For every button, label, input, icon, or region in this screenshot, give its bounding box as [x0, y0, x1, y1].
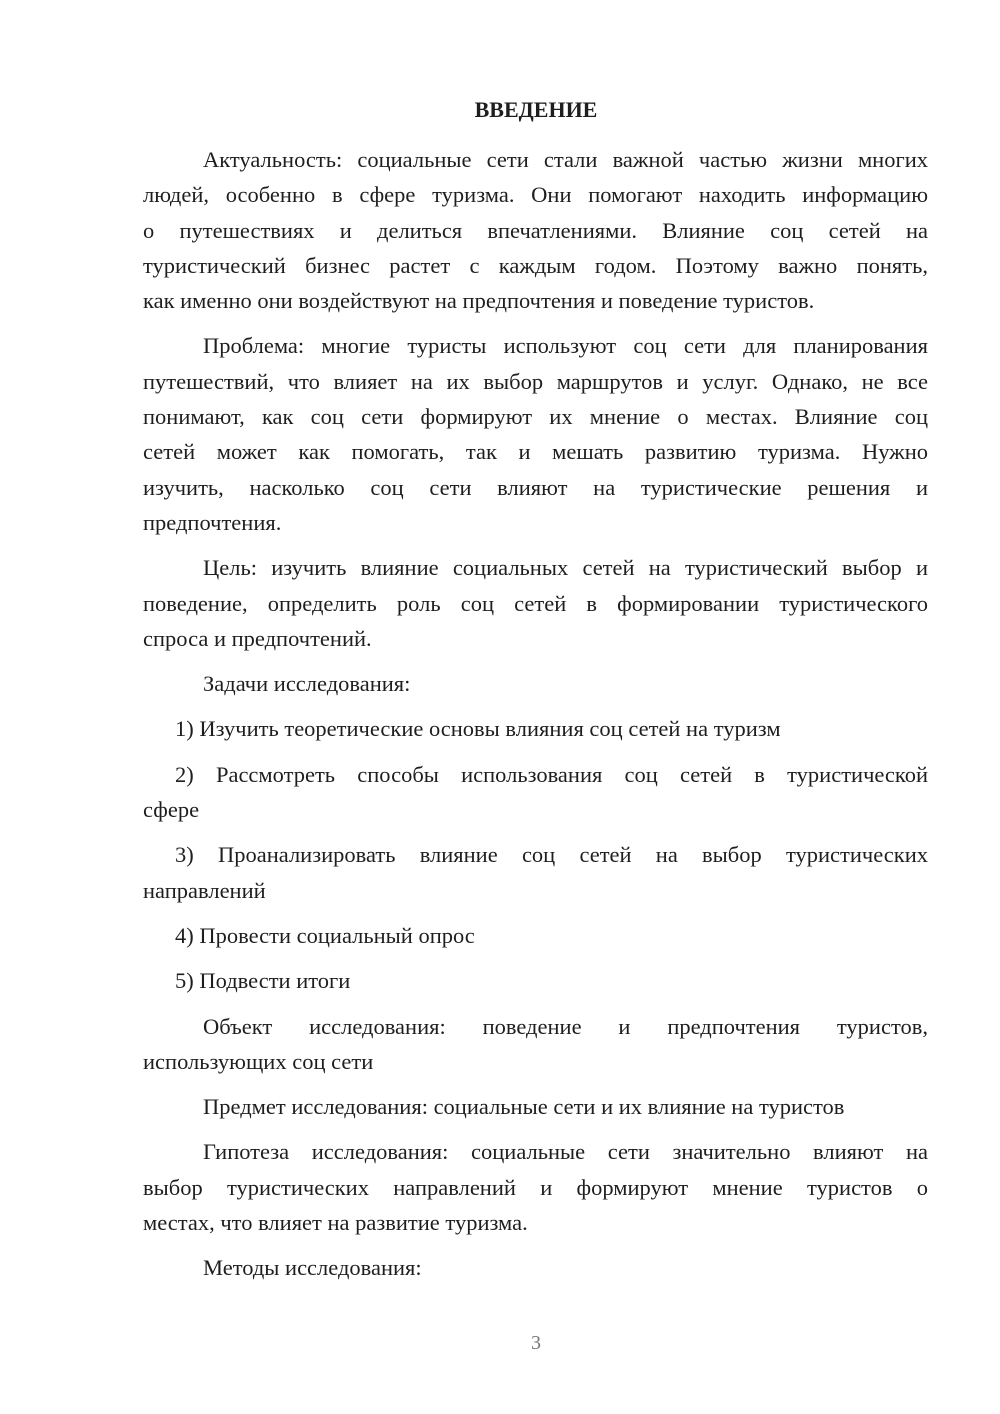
paragraph — [143, 1250, 928, 1285]
text-line: поведение, определить роль соц сетей в формировании туристического — [143, 590, 928, 616]
paragraph — [143, 550, 928, 656]
text-line: спроса и предпочтений. — [143, 625, 372, 651]
text-line: 4) Провести социальный опрос — [175, 922, 475, 948]
text-line: Методы исследования: — [203, 1255, 422, 1281]
list-item — [143, 711, 928, 746]
text-line: направлений — [143, 877, 266, 903]
text-line: Предмет исследования: социальные сети и их влияние на туристов — [203, 1094, 845, 1120]
text-line: о путешествиях и делиться впечатлениями. Влияние соц сетей на — [143, 217, 928, 243]
text-line: туристический бизнес растет с каждым годом. Поэтому важно понять, — [143, 252, 928, 278]
page-number: 3 — [531, 1332, 541, 1354]
paragraph — [143, 666, 928, 701]
paragraph — [143, 1009, 928, 1080]
text-line: как именно они воздействуют на предпочтения и поведение туристов. — [143, 288, 815, 314]
text-line: 3) Проанализировать влияние соц сетей на выбор туристических — [175, 842, 928, 868]
list-item — [143, 837, 928, 908]
text-line: 2) Рассмотреть способы использования соц сетей в туристической — [175, 761, 928, 787]
paragraph — [143, 1134, 928, 1240]
text-line: изучить, насколько соц сети влияют на туристические решения и — [143, 474, 928, 500]
text-line: 5) Подвести итоги — [175, 968, 351, 994]
section-heading: ВВЕДЕНИЕ — [474, 97, 598, 122]
text-line: Задачи исследования: — [203, 671, 411, 697]
text-line: сфере — [143, 797, 200, 823]
text-line: предпочтения. — [143, 509, 282, 535]
text-line: сетей может как помогать, так и мешать развитию туризма. Нужно — [143, 439, 928, 465]
list-item — [143, 963, 928, 998]
paragraph — [143, 1089, 928, 1124]
text-line: путешествий, что влияет на их выбор маршрутов и услуг. Однако, не все — [143, 368, 928, 394]
text-line: использующих соц сети — [143, 1048, 374, 1074]
text-line: Объект исследования: поведение и предпочтения туристов, — [203, 1013, 928, 1039]
list-item — [143, 757, 928, 828]
text-line: понимают, как соц сети формируют их мнение о местах. Влияние соц — [143, 404, 928, 430]
paragraph — [143, 328, 928, 540]
text-line: местах, что влияет на развитие туризма. — [143, 1210, 528, 1236]
text-line: Гипотеза исследования: социальные сети значительно влияют на — [203, 1139, 928, 1165]
text-line: Актуальность: социальные сети стали важной частью жизни многих — [203, 147, 928, 172]
text-line: Проблема: многие туристы используют соц сети для планирования — [203, 333, 928, 359]
list-item — [143, 918, 928, 953]
document-body — [143, 142, 928, 1296]
text-line: людей, особенно в сфере туризма. Они помогают находить информацию — [143, 182, 928, 208]
text-line: Цель: изучить влияние социальных сетей на туристический выбор и — [203, 555, 928, 581]
paragraph — [143, 142, 928, 318]
text-line: выбор туристических направлений и формируют мнение туристов о — [143, 1174, 928, 1200]
text-line: 1) Изучить теоретические основы влияния соц сетей на туризм — [175, 716, 781, 742]
